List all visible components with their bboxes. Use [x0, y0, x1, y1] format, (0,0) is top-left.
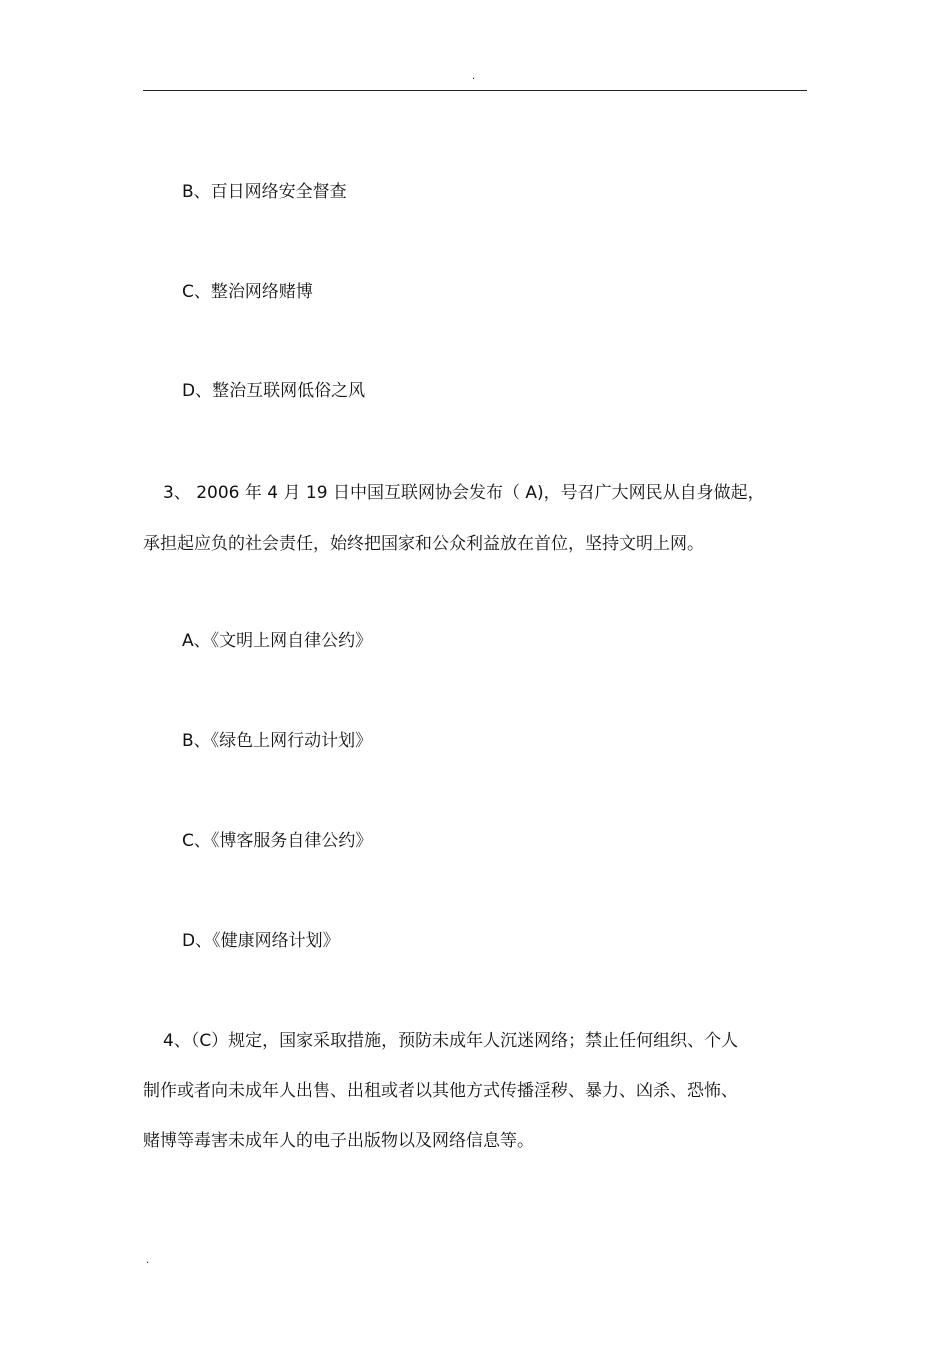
header-mark: .	[472, 71, 476, 82]
header-rule	[143, 90, 807, 91]
q3-option-c: C、《博客服务自律公约》	[182, 831, 373, 851]
q3-text-line2: 承担起应负的社会责任，始终把国家和公众利益放在首位，坚持文明上网。	[143, 534, 704, 554]
q4-text-line2: 制作或者向未成年人出售、出租或者以其他方式传播淫秽、暴力、凶杀、恐怖、	[143, 1081, 738, 1101]
q4-text-line1: 4、（C）规定，国家采取措施，预防未成年人沉迷网络；禁止任何组织、个人	[163, 1031, 739, 1051]
q3-option-a: A、《文明上网自律公约》	[182, 631, 373, 651]
q3-option-b: B、《绿色上网行动计划》	[182, 731, 373, 751]
q3-text-line1: 3、 2006 年 4 月 19 日中国互联网协会发布（ A)，号召广大网民从自身做起，	[163, 483, 765, 503]
q2-option-b: B、百日网络安全督查	[182, 182, 347, 202]
q3-option-d: D、《健康网络计划》	[182, 931, 340, 951]
q2-option-c: C、整治网络赌博	[182, 282, 313, 302]
q4-text-line3: 赌博等毒害未成年人的电子出版物以及网络信息等。	[143, 1131, 534, 1151]
footer-mark: .	[146, 1255, 150, 1266]
q2-option-d: D、整治互联网低俗之风	[182, 381, 366, 401]
